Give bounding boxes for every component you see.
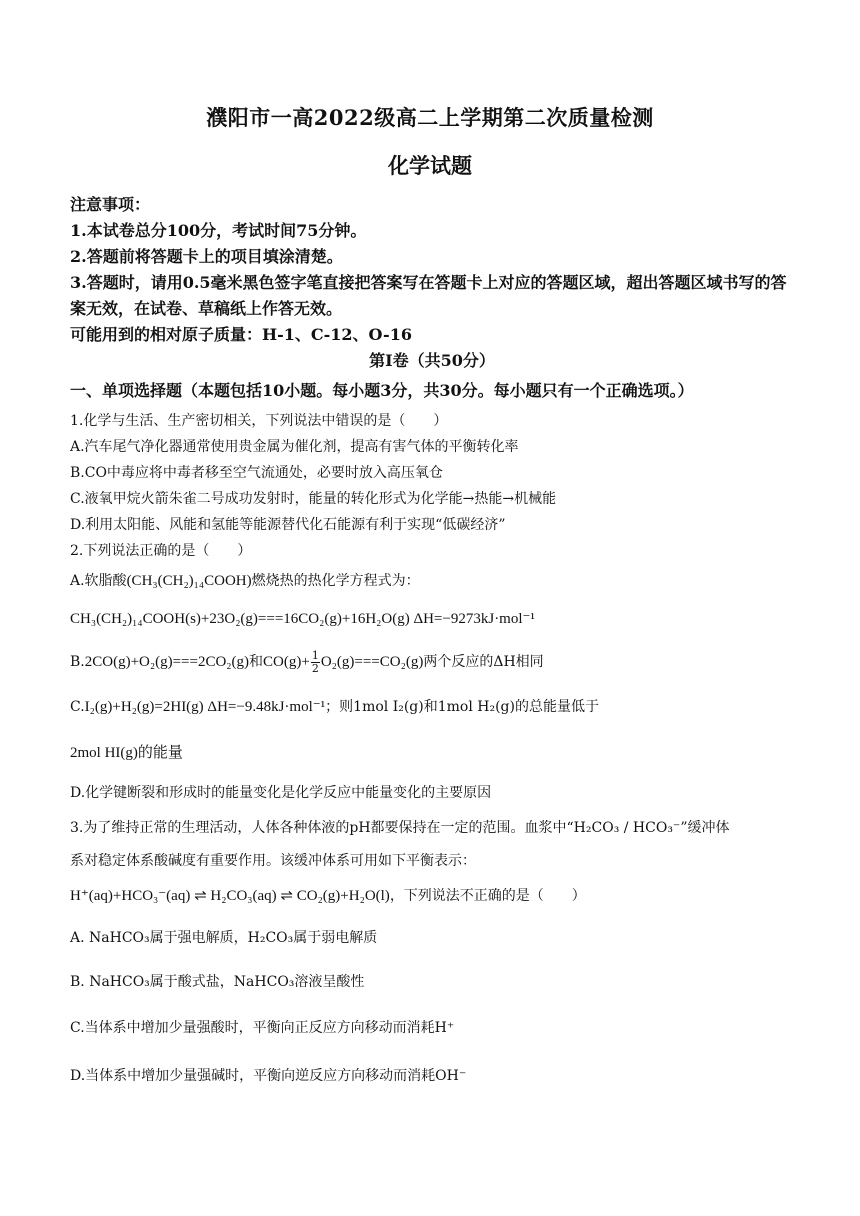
option-text: 燃烧热的热化学方程式为： <box>251 573 420 589</box>
section-heading: 一、单项选择题（本题包括10小题。每小题3分，共30分。每小题只有一个正确选项。） <box>70 381 694 400</box>
option-label: B. <box>70 654 85 670</box>
question-1-option-d: D.利用太阳能、风能和氢能等能源替代化石能源有利于实现“低碳经济” <box>70 517 506 533</box>
question-1-option-c: C.液氧甲烷火箭朱雀二号成功发射时，能量的转化形式为化学能→热能→机械能 <box>70 491 557 507</box>
question-2-option-c-cont <box>70 730 800 776</box>
question-3-option-b: B. NaHCO₃属于酸式盐，NaHCO₃溶液呈酸性 <box>70 974 365 990</box>
equilibrium-equation: H⁺(aq)+HCO₃⁻(aq) ⇌ H₂CO₃(aq) ⇌ CO₂(g)+H₂O(l) <box>70 888 390 904</box>
option-text: 2mol HI(g)的能量 <box>70 745 183 761</box>
exam-subtitle: 化学试题 <box>388 153 472 178</box>
part-heading: 第Ⅰ卷（共50分） <box>369 351 495 370</box>
question-3-stem-line1: 3.为了维持正常的生理活动，人体各种体液的pH都要保持在一定的范围。血浆中“H₂CO₃ / HCO₃⁻”缓冲体 <box>70 820 730 836</box>
question-2-option-b <box>70 640 800 684</box>
question-2-option-a <box>70 564 800 598</box>
question-2-option-d: D.化学键断裂和形成时的能量变化是化学反应中能量变化的主要原因 <box>70 785 492 801</box>
atomic-masses: 可能用到的相对原子质量：H-1、C-12、O-16 <box>70 325 412 344</box>
conjunction: 和 <box>249 654 264 670</box>
question-3-stem-line2: 系对稳定体系酸碱度有重要作用。该缓冲体系可用如下平衡表示： <box>70 853 476 869</box>
question-3-option-c: C.当体系中增加少量强酸时，平衡向正反应方向移动而消耗H⁺ <box>70 1020 455 1036</box>
note-item: 3.答题时，请用0.5毫米黑色签字笔直接把答案写在答题卡上对应的答题区域，超出答题区域书写的答案无效，在试卷、草稿纸上作答无效。 <box>70 273 787 318</box>
equation: 2CO(g)+O₂(g)===2CO₂(g) <box>84 654 250 670</box>
option-label: C. <box>70 699 85 715</box>
question-text: ，下列说法不正确的是（ ） <box>389 888 586 904</box>
equation: CO(g)+ <box>263 654 310 670</box>
note-item: 2.答题前将答题卡上的项目填涂清楚。 <box>70 247 343 266</box>
questions <box>70 381 800 1100</box>
exam-title: 濮阳市一高2022级高二上学期第二次质量检测 <box>206 105 654 130</box>
option-text: ；则1mol I₂(g)和1mol H₂(g)的总能量低于 <box>325 699 599 715</box>
fraction-denominator: 2 <box>311 661 319 675</box>
question-1-option-a: A.汽车尾气净化器通常使用贵金属为催化剂，提高有害气体的平衡转化率 <box>70 439 519 455</box>
question-3-option-a: A. NaHCO₃属于强电解质，H₂CO₃属于弱电解质 <box>70 930 378 946</box>
fraction-numerator: 1 <box>311 648 319 662</box>
question-1-stem: 1.化学与生活、生产密切相关，下列说法中错误的是（ ） <box>70 413 448 429</box>
equation: I₂(g)+H₂(g)=2HI(g) ΔH=−9.48kJ·mol⁻¹ <box>84 699 326 715</box>
question-3-equation-line <box>70 876 800 916</box>
equation: O₂(g)===CO₂(g) <box>320 654 424 670</box>
question-2-option-c <box>70 684 800 730</box>
note-item: 1.本试卷总分100分，考试时间75分钟。 <box>70 221 367 240</box>
formula: (CH₃(CH₂)₁₄COOH) <box>126 573 252 589</box>
fraction <box>311 650 320 675</box>
notes-block <box>70 192 794 374</box>
notes-heading: 注意事项： <box>70 195 151 214</box>
question-1-option-b: B.CO中毒应将中毒者移至空气流通处，必要时放入高压氧仓 <box>70 465 443 481</box>
option-text: 两个反应的ΔH相同 <box>423 654 544 670</box>
question-2-stem: 2.下列说法正确的是（ ） <box>70 543 252 559</box>
question-3-option-d: D.当体系中增加少量强碱时，平衡向逆反应方向移动而消耗OH⁻ <box>70 1068 467 1084</box>
option-label: A.软脂酸 <box>70 573 127 589</box>
question-2-equation: CH₃(CH₂)₁₄COOH(s)+23O₂(g)===16CO₂(g)+16H₂O(g) ΔH=−9273kJ·mol⁻¹ <box>70 611 535 627</box>
